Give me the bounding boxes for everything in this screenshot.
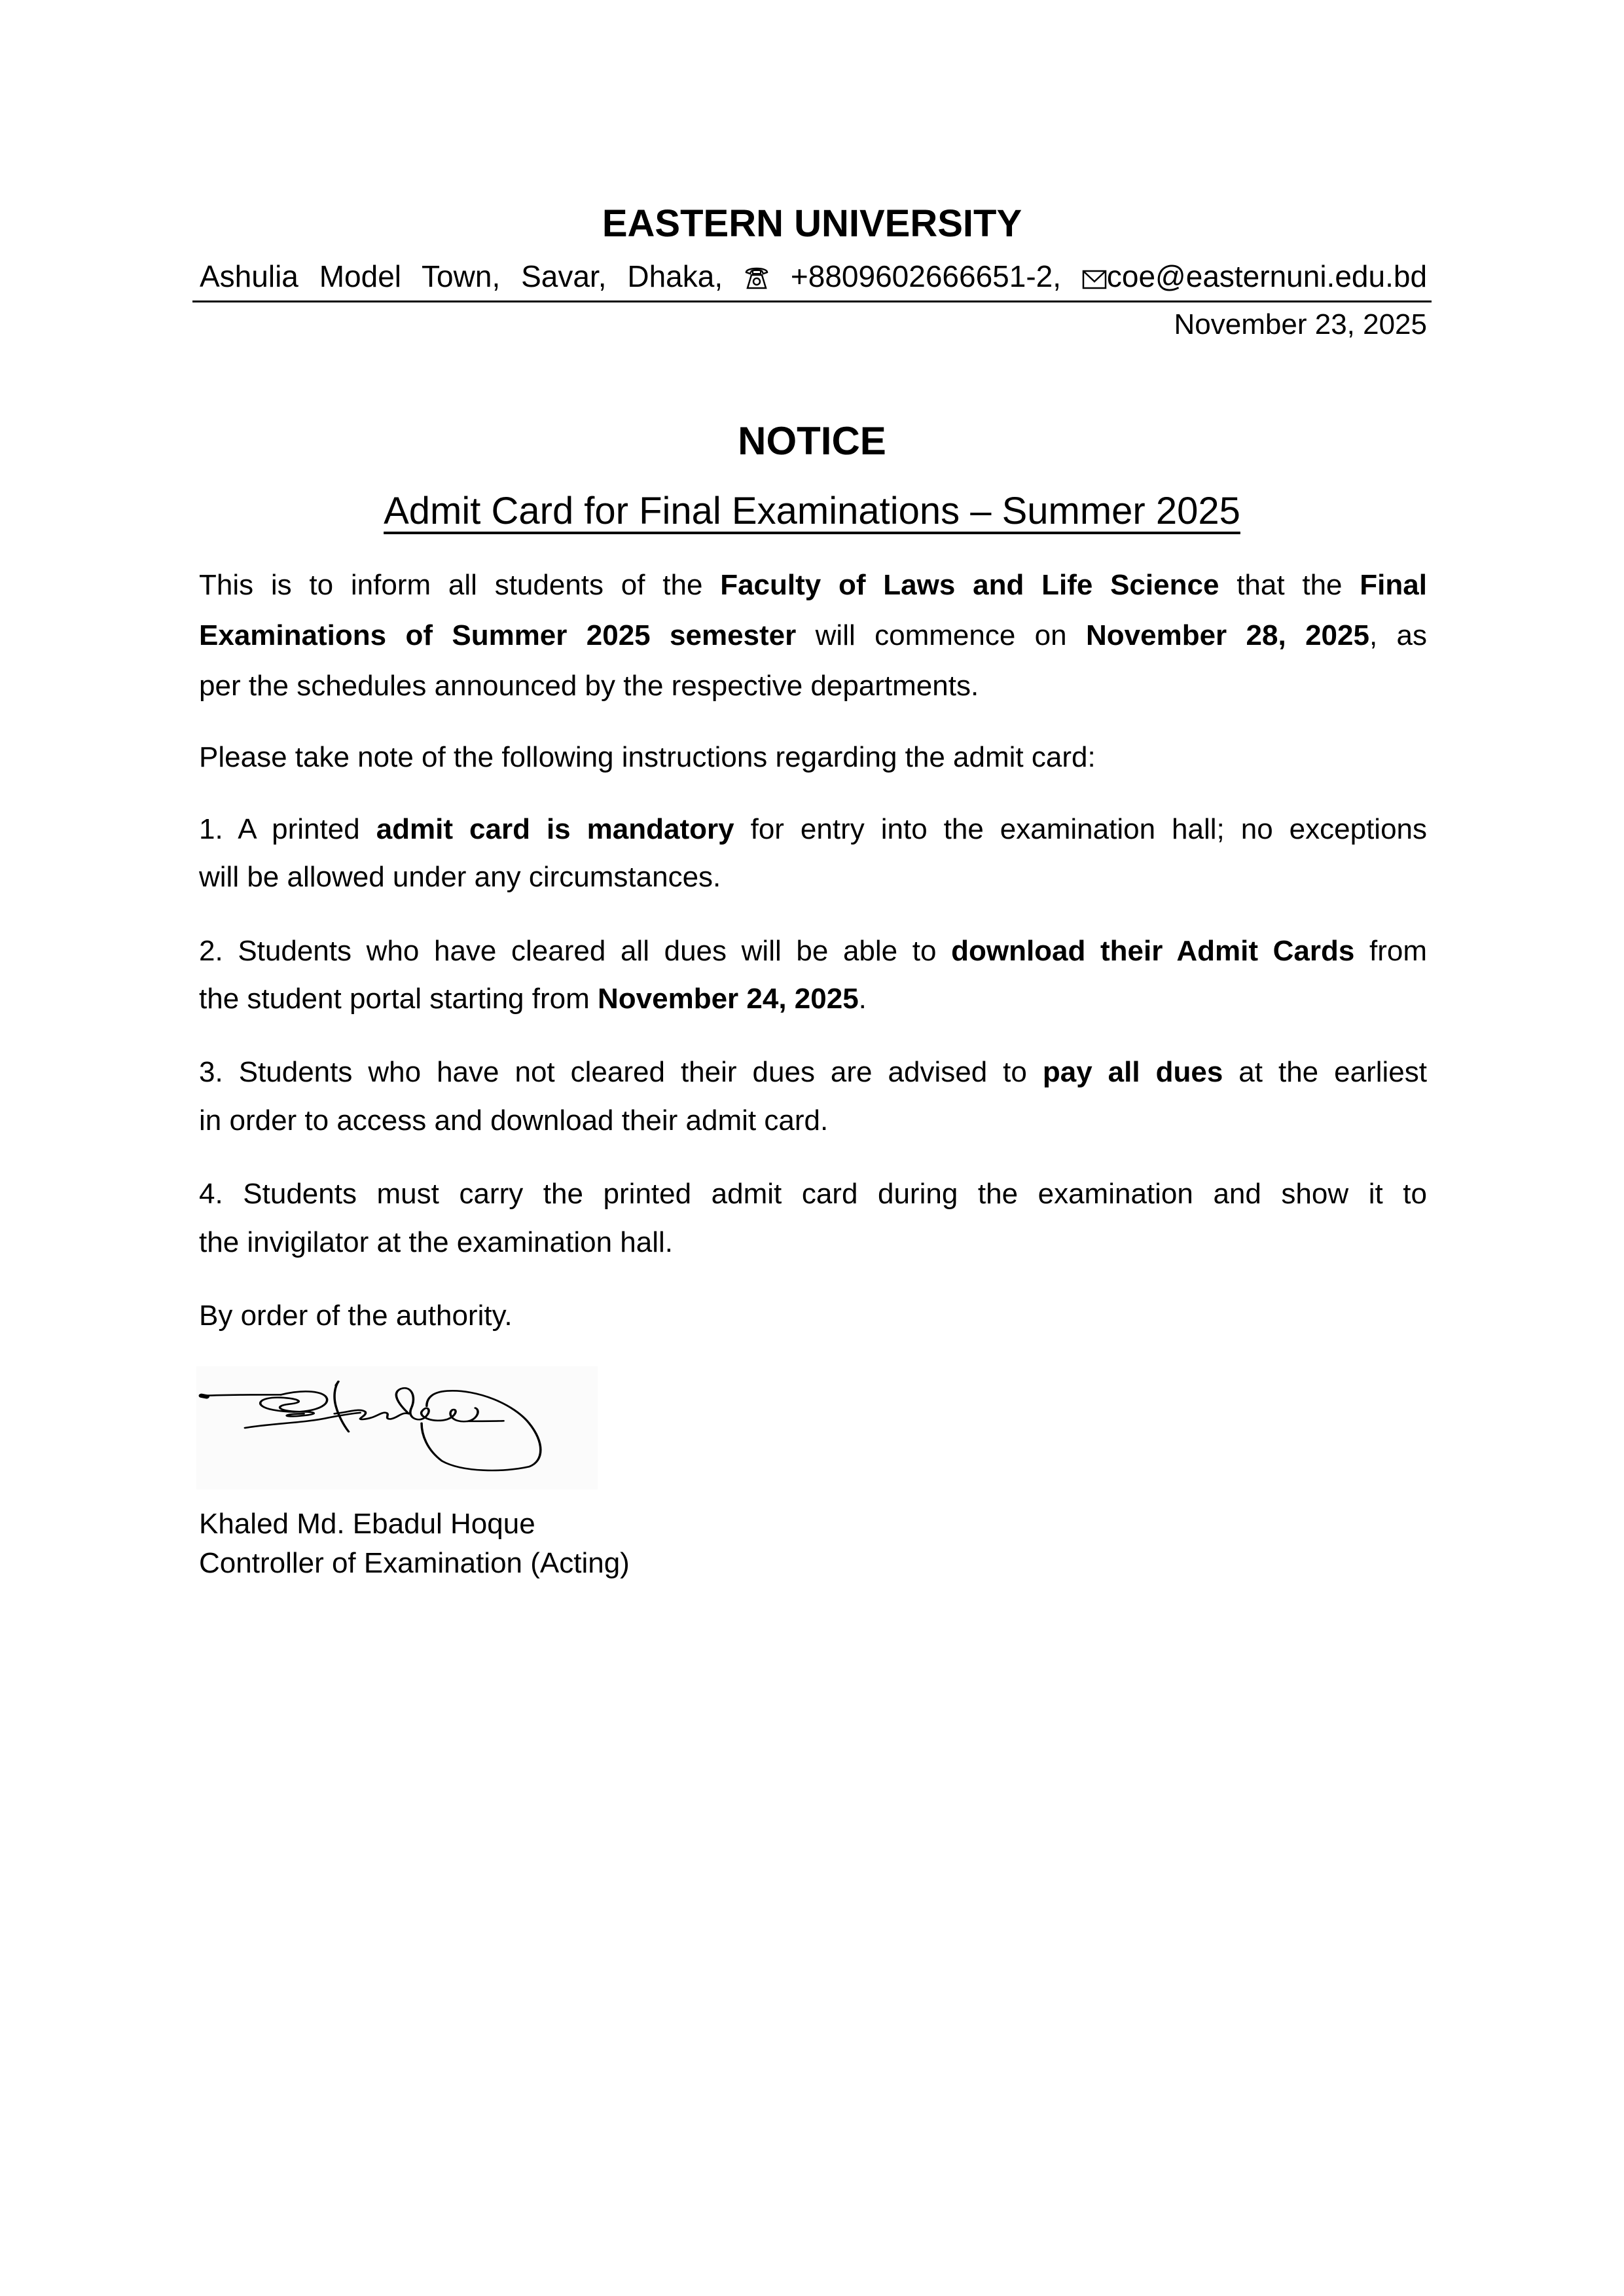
item-text: 2. Students who have cleared all dues will be able to <box>199 935 937 967</box>
item-emphasis: pay all dues <box>1042 1056 1223 1088</box>
closing-line: By order of the authority. <box>199 1300 513 1332</box>
admit-card-available-date: November 24, 2025 <box>597 983 859 1015</box>
item-text: . <box>858 983 867 1015</box>
instruction-item-2 <box>199 934 1427 968</box>
item-emphasis: download their Admit Cards <box>951 935 1355 967</box>
notice-subtitle-wrap <box>0 490 1624 533</box>
notice-date: November 23, 2025 <box>1174 308 1427 340</box>
instruction-item-1 <box>199 812 1427 847</box>
email-address: coe@easternuni.edu.bd <box>1106 259 1428 293</box>
signatory-title: Controller of Examination (Acting) <box>199 1547 630 1579</box>
intro-text: This is to inform all students of the <box>199 569 703 601</box>
institution-name: EASTERN UNIVERSITY <box>602 202 1022 245</box>
item-text: the student portal starting from <box>199 983 590 1015</box>
instruction-item-4-cont: the invigilator at the examination hall. <box>199 1226 673 1258</box>
intro-text: will commence on <box>815 619 1067 651</box>
signature-image <box>196 1366 598 1489</box>
instruction-item-4: 4. Students must carry the printed admit card during the examination and show it to <box>199 1178 1427 1210</box>
exam-emphasis: Final <box>1360 569 1427 601</box>
instruction-item-1-cont: will be allowed under any circumstances. <box>199 861 721 893</box>
exam-emphasis: Examinations of Summer 2025 semester <box>199 619 797 651</box>
header-divider <box>192 301 1432 302</box>
intro-line-1 <box>199 568 1427 602</box>
intro-line-2 <box>199 619 1427 653</box>
exam-start-date: November 28, 2025 <box>1085 619 1369 651</box>
item-text: at the earliest <box>1238 1056 1427 1088</box>
faculty-name: Faculty of Laws and Life Science <box>720 569 1219 601</box>
notice-subtitle: Admit Card for Final Examinations – Summer 2025 <box>384 490 1240 532</box>
instruction-item-3 <box>199 1055 1427 1089</box>
intro-text: that the <box>1236 569 1343 601</box>
item-text: for entry into the examination hall; no exceptions <box>750 813 1428 845</box>
item-emphasis: admit card is mandatory <box>376 813 734 845</box>
address-text: Ashulia Model Town, Savar, Dhaka, <box>200 259 723 293</box>
item-text: 1. A printed <box>199 813 360 845</box>
item-text: from <box>1369 935 1428 967</box>
instruction-item-3-cont: in order to access and download their admit card. <box>199 1104 829 1137</box>
envelope-icon <box>1082 263 1107 298</box>
notice-heading: NOTICE <box>738 419 886 463</box>
signatory-name: Khaled Md. Ebadul Hoque <box>199 1508 535 1540</box>
intro-line-3: per the schedules announced by the respective departments. <box>199 670 979 702</box>
phone-number: +8809602666651-2, <box>790 259 1061 293</box>
item-text: 3. Students who have not cleared their dues are advised to <box>199 1056 1027 1088</box>
telephone-icon <box>744 263 770 298</box>
intro-text: , as <box>1369 619 1428 651</box>
instructions-lead: Please take note of the following instructions regarding the admit card: <box>199 741 1096 773</box>
contact-line <box>200 259 1427 298</box>
instruction-item-2-cont <box>199 982 1427 1016</box>
